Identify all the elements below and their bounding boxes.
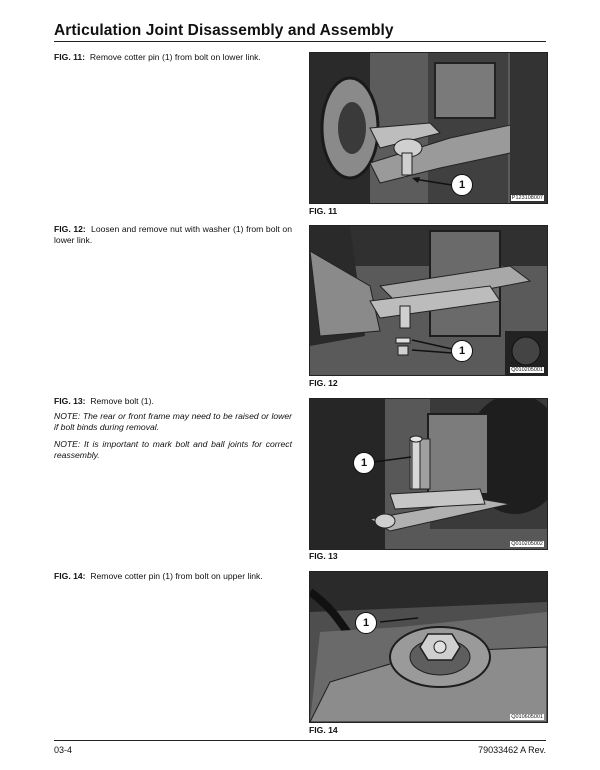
fig-caption: FIG. 13: [309, 551, 338, 561]
doc-number: 79033462 A Rev.: [478, 745, 546, 755]
footer-rule: [54, 740, 546, 741]
step-fig-label: FIG. 13:: [54, 396, 86, 406]
note-text: It is important to mark bolt and ball joints for correct reassembly.: [54, 439, 292, 460]
step-fig-14: [54, 571, 292, 582]
fig-11-photo: [309, 52, 548, 204]
note-mark-bolt: [54, 439, 292, 461]
step-text: Remove cotter pin (1) from bolt on upper link.: [90, 571, 263, 581]
image-id: P123108007: [511, 195, 543, 201]
step-fig-label: FIG. 11:: [54, 52, 86, 62]
image-id: Q010605001: [511, 714, 543, 720]
fig-12-photo: [309, 225, 548, 376]
fig-13-photo: [309, 398, 548, 550]
fig-caption: FIG. 12: [309, 378, 338, 388]
note-raise-frame: [54, 411, 292, 433]
step-text: Remove cotter pin (1) from bolt on lower link.: [89, 52, 261, 62]
note-label: NOTE:: [54, 411, 81, 421]
callout-1: 1: [355, 612, 377, 634]
step-fig-label: FIG. 14:: [54, 571, 86, 581]
callout-1: 1: [451, 340, 473, 362]
callout-1: 1: [353, 452, 375, 474]
fig-14-photo: [309, 571, 548, 723]
step-fig-11: [54, 52, 292, 63]
step-fig-label: FIG. 12:: [54, 224, 86, 234]
step-fig-13: [54, 396, 292, 407]
fig-caption: FIG. 14: [309, 725, 338, 735]
image-id: Q010205001: [511, 367, 543, 373]
step-fig-12: [54, 224, 292, 246]
step-text: Loosen and remove nut with washer (1) from bolt on lower link.: [54, 224, 292, 245]
note-label: NOTE:: [54, 439, 81, 449]
note-text: The rear or front frame may need to be raised or lower if bolt binds during removal.: [54, 411, 293, 432]
image-id: Q010205002: [511, 541, 543, 547]
fig-caption: FIG. 11: [309, 206, 338, 216]
page-title: Articulation Joint Disassembly and Assembly: [54, 22, 394, 39]
header-rule: [54, 41, 546, 42]
step-text: Remove bolt (1).: [90, 396, 154, 406]
page-number: 03-4: [54, 745, 73, 755]
callout-1: 1: [451, 174, 473, 196]
